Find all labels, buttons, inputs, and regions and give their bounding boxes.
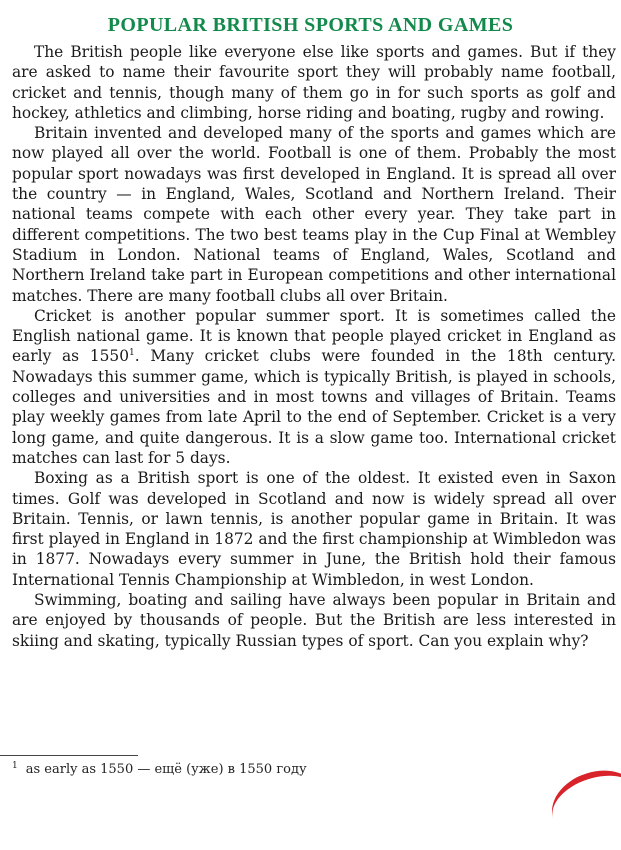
footnote-reference: 1 <box>129 348 135 359</box>
footnote-mark: 1 <box>12 760 18 771</box>
paragraph-football: Britain invented and developed many of the sports and games which are now played all over the world. Football is one of them. Probably the most popular sport nowadays was first developed in England. It is spread all over the country — in England, Wales, Scotland and Northern Ireland. Their national teams compete with each other every year. They take part in different competitions. The two best teams play in the Cup Final at Wembley Stadium in London. National teams of England, Wales, Scotland and Northern Ireland take part in European competitions and other international matches. There are many football clubs all over Britain. <box>12 124 616 305</box>
paragraph-water-sports: Swimming, boating and sailing have always been popular in Britain and are enjoyed by thousands of people. But the British are less interested in skiing and skating, typically Russian types of sport. Can you explain why? <box>12 591 616 650</box>
footnote-divider <box>0 755 138 756</box>
page-title: POPULAR BRITISH SPORTS AND GAMES <box>107 14 514 36</box>
paragraph-cricket <box>12 306 616 468</box>
paragraph-intro: The British people like everyone else like sports and games. But if they are asked to name their favourite sport they will probably name football, cricket and tennis, though many of them go in for such sports as golf and hockey, athletics and climbing, horse riding and boating, rugby and rowing. <box>12 43 616 122</box>
footnote <box>12 762 307 778</box>
paragraph-cricket-text-start: Cricket is another popular summer sport. It is sometimes called the English national game. It is known that people played cricket in England as early as 1550 <box>12 306 616 366</box>
corner-decoration <box>543 760 621 850</box>
footnote-text: as early as 1550 — ещё (уже) в 1550 году <box>25 762 307 777</box>
paragraph-cricket-text-end: . Many cricket clubs were founded in the 18th century. Nowadays this summer game, which is typically British, is played in schools, colleges and universities and in most towns and villages of Britain. Teams play weekly games from late April to the end of September. Cricket is a very long game, and quite dangerous. It is a slow game too. International cricket matches can last for 5 days. <box>12 347 616 467</box>
paragraph-boxing-golf-tennis: Boxing as a British sport is one of the oldest. It existed even in Saxon times. Golf was developed in Scotland and now is widely spread all over Britain. Tennis, or lawn tennis, is another popular game in Britain. It was first played in England in 1872 and the first championship at Wimbledon was in 1877. Nowadays every summer in June, the British hold their famous International Tennis Championship at Wimbledon, in west London. <box>12 469 616 589</box>
article-body <box>12 42 616 651</box>
